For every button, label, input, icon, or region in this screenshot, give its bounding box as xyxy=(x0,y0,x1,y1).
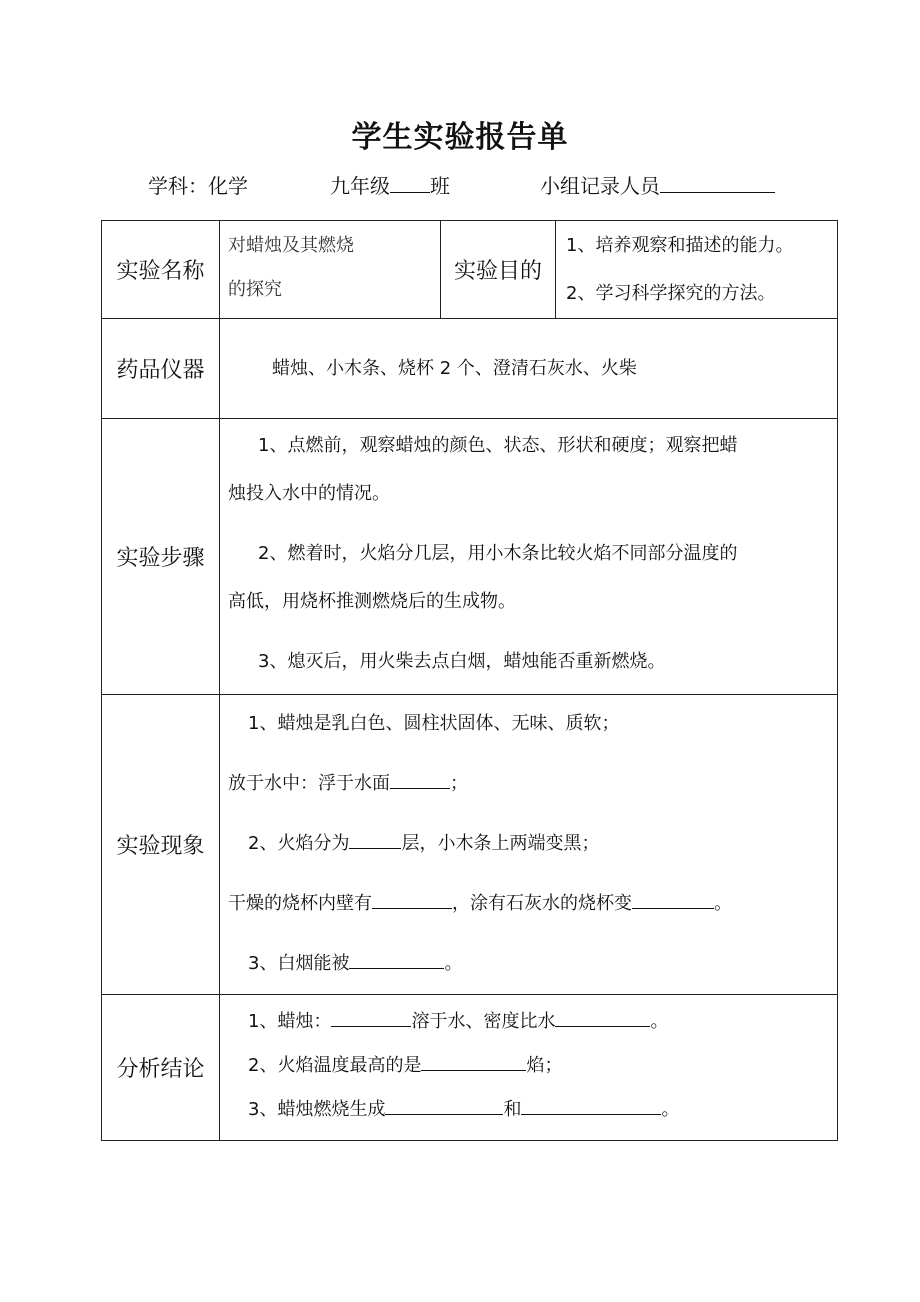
recorder-field xyxy=(540,170,775,199)
phenomenon-3-text: 2、火焰分为 xyxy=(248,833,350,854)
conclusion-2-end: 焰； xyxy=(526,1055,563,1076)
smoke-blank[interactable] xyxy=(349,950,444,969)
materials-label: 药品仪器 xyxy=(102,319,220,419)
conclusion-3-end: 。 xyxy=(661,1099,680,1120)
steps-label: 实验步骤 xyxy=(102,419,220,695)
conclusion-3-mid: 和 xyxy=(503,1099,522,1120)
phenomenon-4-text: 干燥的烧杯内壁有 xyxy=(228,893,372,914)
class-suffix: 班 xyxy=(430,174,450,198)
phenomenon-3 xyxy=(228,829,833,859)
name-value-line1: 对蜡烛及其燃烧 xyxy=(228,235,354,256)
subject-label: 学科：化学 xyxy=(148,174,248,198)
steps-content xyxy=(220,419,838,695)
class-blank[interactable] xyxy=(390,172,430,193)
phenomenon-2-end: ； xyxy=(450,773,468,794)
phenomenon-4-mid: ，涂有石灰水的烧杯变 xyxy=(452,893,632,914)
recorder-blank[interactable] xyxy=(660,172,775,193)
conclusion-2 xyxy=(248,1051,833,1081)
row-materials xyxy=(102,319,838,419)
conclusion-1-text: 1、蜡烛： xyxy=(248,1011,332,1032)
name-value xyxy=(220,221,441,319)
grade-label: 九年级 xyxy=(330,174,390,198)
float-blank[interactable] xyxy=(390,770,450,789)
phenomenon-4-end: 。 xyxy=(714,893,732,914)
product-1-blank[interactable] xyxy=(385,1096,503,1115)
limewater-blank[interactable] xyxy=(632,890,714,909)
phenomenon-2-text: 放于水中：浮于水面 xyxy=(228,773,390,794)
phenomenon-3-end: 层，小木条上两端变黑； xyxy=(401,833,600,854)
conclusion-label: 分析结论 xyxy=(102,995,220,1141)
density-blank[interactable] xyxy=(555,1008,650,1027)
purpose-item: 2、学习科学探究的方法。 xyxy=(566,283,776,304)
step-1-line2: 烛投入水中的情况。 xyxy=(228,483,390,504)
phenomena-label: 实验现象 xyxy=(102,695,220,995)
report-title: 学生实验报告单 xyxy=(351,120,569,155)
conclusion-content xyxy=(220,995,838,1141)
report-table xyxy=(101,220,838,1141)
conclusion-1 xyxy=(248,1007,833,1037)
name-label: 实验名称 xyxy=(102,221,220,319)
row-phenomena xyxy=(102,695,838,995)
phenomenon-5-text: 3、白烟能被 xyxy=(248,953,350,974)
beaker-wall-blank[interactable] xyxy=(372,890,452,909)
purpose-item: 1、培养观察和描述的能力。 xyxy=(566,235,794,256)
phenomena-content xyxy=(220,695,838,995)
layers-blank[interactable] xyxy=(349,830,401,849)
phenomenon-1: 1、蜡烛是乳白色、圆柱状固体、无味、质软； xyxy=(248,713,620,734)
conclusion-3-text: 3、蜡烛燃烧生成 xyxy=(248,1099,386,1120)
row-name xyxy=(102,221,838,319)
materials-value: 蜡烛、小木条、烧杯 2 个、澄清石灰水、火柴 xyxy=(220,319,838,419)
conclusion-1-mid: 溶于水、密度比水 xyxy=(411,1011,556,1032)
step-2-line2: 高低，用烧杯推测燃烧后的生成物。 xyxy=(228,591,516,612)
name-value-line2: 的探究 xyxy=(228,279,282,300)
step-3: 3、熄灭后，用火柴去点白烟，蜡烛能否重新燃烧。 xyxy=(258,651,666,672)
row-steps xyxy=(102,419,838,695)
purpose-list xyxy=(556,221,838,319)
purpose-label: 实验目的 xyxy=(441,221,556,319)
product-2-blank[interactable] xyxy=(521,1096,661,1115)
flame-blank[interactable] xyxy=(421,1052,526,1071)
phenomenon-5-end: 。 xyxy=(444,953,463,974)
step-1-line1: 1、点燃前，观察蜡烛的颜色、状态、形状和硬度；观察把蜡 xyxy=(258,435,738,456)
conclusion-3 xyxy=(248,1095,833,1125)
solubility-blank[interactable] xyxy=(331,1008,411,1027)
conclusion-1-end: 。 xyxy=(650,1011,669,1032)
phenomenon-4 xyxy=(228,889,833,919)
step-2-line1: 2、燃着时，火焰分几层，用小木条比较火焰不同部分温度的 xyxy=(258,543,738,564)
conclusion-2-text: 2、火焰温度最高的是 xyxy=(248,1055,422,1076)
phenomenon-2 xyxy=(228,769,833,799)
phenomenon-5 xyxy=(228,949,833,979)
row-conclusion xyxy=(102,995,838,1141)
grade-field xyxy=(330,170,450,199)
recorder-label: 小组记录人员 xyxy=(540,174,660,198)
